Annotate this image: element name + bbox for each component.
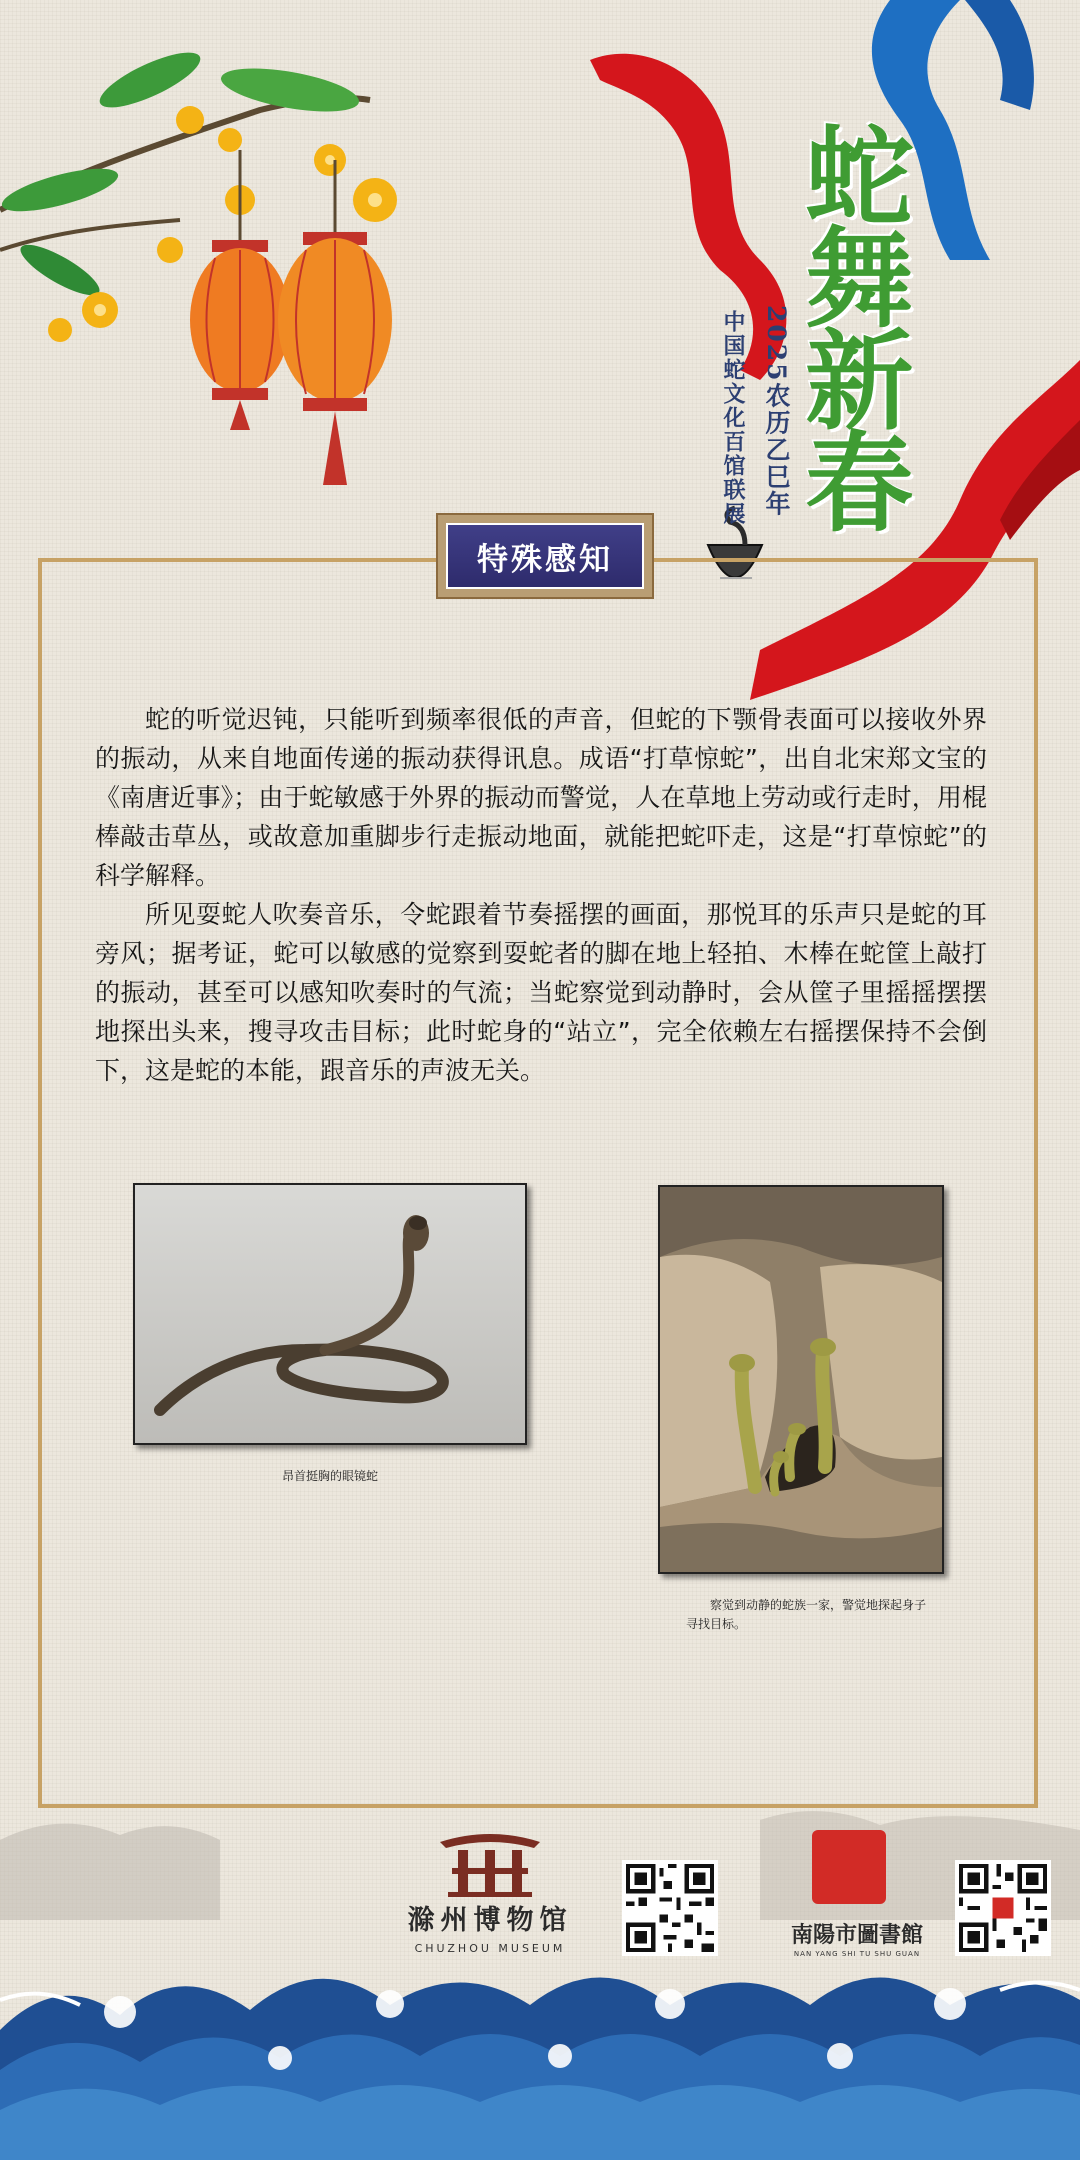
library-name: 南陽市圖書館 — [790, 1922, 923, 1948]
museum-arch-icon — [430, 1830, 550, 1900]
library-name-en: NAN YANG SHI TU SHU GUAN — [793, 1950, 921, 1958]
lantern-icon — [190, 150, 290, 430]
exhibition-subtitle: 中国蛇文化百馆联展 — [720, 310, 746, 526]
exhibition-title: 蛇舞新春 — [786, 120, 913, 528]
qr-code-icon[interactable] — [955, 1860, 1051, 1956]
museum-name: 滁州博物馆 — [407, 1905, 573, 1936]
article-paragraph: 所见耍蛇人吹奏音乐，令蛇跟着节奏摇摆的画面，那悦耳的乐声只是蛇的耳旁风；据考证，蛇可以敏感的觉察到耍蛇者的脚在地上轻拍、木棒在蛇筐上敲打的振动，甚至可以感知吹奏时的气流；当蛇察觉到动静时，会从筐子里摇摇摆摆地探出头来，搜寻攻击目标；此时蛇身的“站立”，完全依赖左右摇摆保持不会倒下，这是蛇的本能，跟音乐的声波无关。 — [95, 900, 987, 1085]
snake-family-image — [660, 1187, 942, 1572]
article-paragraph: 蛇的听觉迟钝，只能听到频率很低的声音，但蛇的下颚骨表面可以接收外界的振动，从来自地面传递的振动获得讯息。成语“打草惊蛇”，出自北宋郑文宝的《南唐近事》；由于蛇敏感于外界的振动而警觉，人在草地上劳动或行走时，用棍棒敲击草丛，或故意加重脚步行走振动地面，就能把蛇吓走，这是“打草惊蛇”的科学解释。 — [95, 705, 987, 890]
wave-icon — [0, 1978, 1080, 2160]
qr-code-icon[interactable] — [622, 1860, 718, 1956]
exhibition-year: 2025农历乙巳年 — [762, 305, 791, 518]
library-seal-icon — [812, 1830, 886, 1904]
museum-name-en: CHUZHOU MUSEUM — [414, 1942, 566, 1955]
cobra-image — [135, 1185, 525, 1443]
snake-family-caption: 察觉到动静的蛇族一家，警觉地探起身子寻找目标。 — [686, 1598, 927, 1631]
article-body — [95, 700, 987, 1090]
section-title: 特殊感知 — [446, 523, 644, 589]
section-badge — [436, 513, 654, 599]
snake-family-photo — [658, 1185, 944, 1574]
cobra-photo — [133, 1183, 527, 1445]
cobra-caption: 昂首挺胸的眼镜蛇 — [281, 1469, 378, 1483]
